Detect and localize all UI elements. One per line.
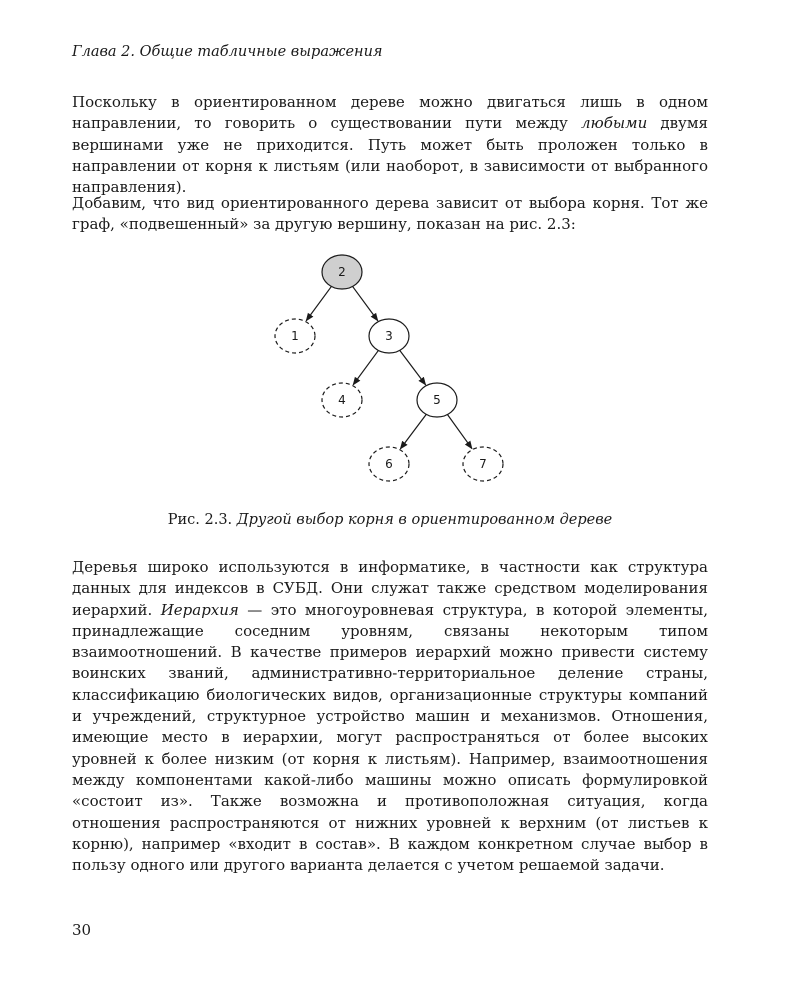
tree-node-2 xyxy=(322,255,362,289)
tree-node-7 xyxy=(463,447,503,481)
paragraph-1-text-end: двумя вершинами уже не приходится. Путь может быть проложен только в направлении от корня к листьям (или наоборот, в зависимости от выбранного направления). xyxy=(72,114,709,197)
paragraph-1-emphasis: любыми xyxy=(581,114,648,133)
page-number: 30 xyxy=(72,921,92,939)
paragraph-1-text: Поскольку в ориентированном дереве можно двигаться лишь в одном направлении, то говорить о существовании пути между xyxy=(72,93,708,133)
paragraph-1 xyxy=(72,92,708,198)
tree-edge-5-6 xyxy=(400,414,426,449)
paragraph-3-text: Деревья широко используются в информатике, в частности как структура данных для индексов в СУБД. Они служат также средством моделирования иерархий. xyxy=(72,558,708,619)
tree-node-label: 6 xyxy=(385,457,393,471)
tree-node-3 xyxy=(369,319,409,353)
tree-edge-3-4 xyxy=(353,350,378,384)
paragraph-3-emphasis: Иерархия xyxy=(160,600,239,619)
tree-node-label: 4 xyxy=(338,393,346,407)
tree-node-4 xyxy=(322,383,362,417)
tree-node-5 xyxy=(417,383,457,417)
figure-caption xyxy=(72,512,708,528)
tree-edge-2-3 xyxy=(353,286,378,320)
paragraph-3 xyxy=(72,557,708,876)
tree-edge-5-7 xyxy=(447,415,472,449)
paragraph-2: Добавим, что вид ориентированного дерева зависит от выбора корня. Тот же граф, «подвешенный» за другую вершину, показан на рис. 2.3: xyxy=(72,194,708,234)
book-page xyxy=(72,0,708,1000)
tree-node-6 xyxy=(369,447,409,481)
tree-node-label: 3 xyxy=(385,329,393,343)
caption-number: Рис. 2.3. xyxy=(167,512,233,528)
tree-node-label: 7 xyxy=(479,457,487,471)
tree-node-label: 5 xyxy=(433,393,441,407)
tree-edge-3-5 xyxy=(400,350,426,385)
tree-node-1 xyxy=(275,319,315,353)
caption-title: Другой выбор корня в ориентированном дереве xyxy=(236,512,613,528)
running-head: Глава 2. Общие табличные выражения xyxy=(72,44,383,60)
tree-node-label: 2 xyxy=(338,265,346,279)
tree-diagram xyxy=(262,250,512,490)
tree-node-label: 1 xyxy=(291,329,299,343)
tree-figure xyxy=(262,250,512,490)
paragraph-3-text-end: — это многоуровневая структура, в которой элементы, принадлежащие соседним уровням, связаны некоторым типом взаимоотношений. В качестве примеров иерархий можно привести систему воинских званий, административно-территориальное деление страны, классификацию биологических видов, организационные структуры компаний и учреждений, структурное устройство машин и механизмов. Отношения, имеющие место в иерархии, могут распространяться от более высоких уровней к более низким (от корня к листьям). Например, взаимоотношения между компонентами какой-либо машины можно описать формулировкой «состоит из». Также возможна и противоположная ситуация, когда отношения распространяются от нижних уровней к верхним (от листьев к корню), например «входит в состав». В каждом конкретном случае выбор в пользу одного или другого варианта делается с учетом решаемой задачи. xyxy=(72,600,708,875)
tree-edge-2-1 xyxy=(306,286,331,320)
